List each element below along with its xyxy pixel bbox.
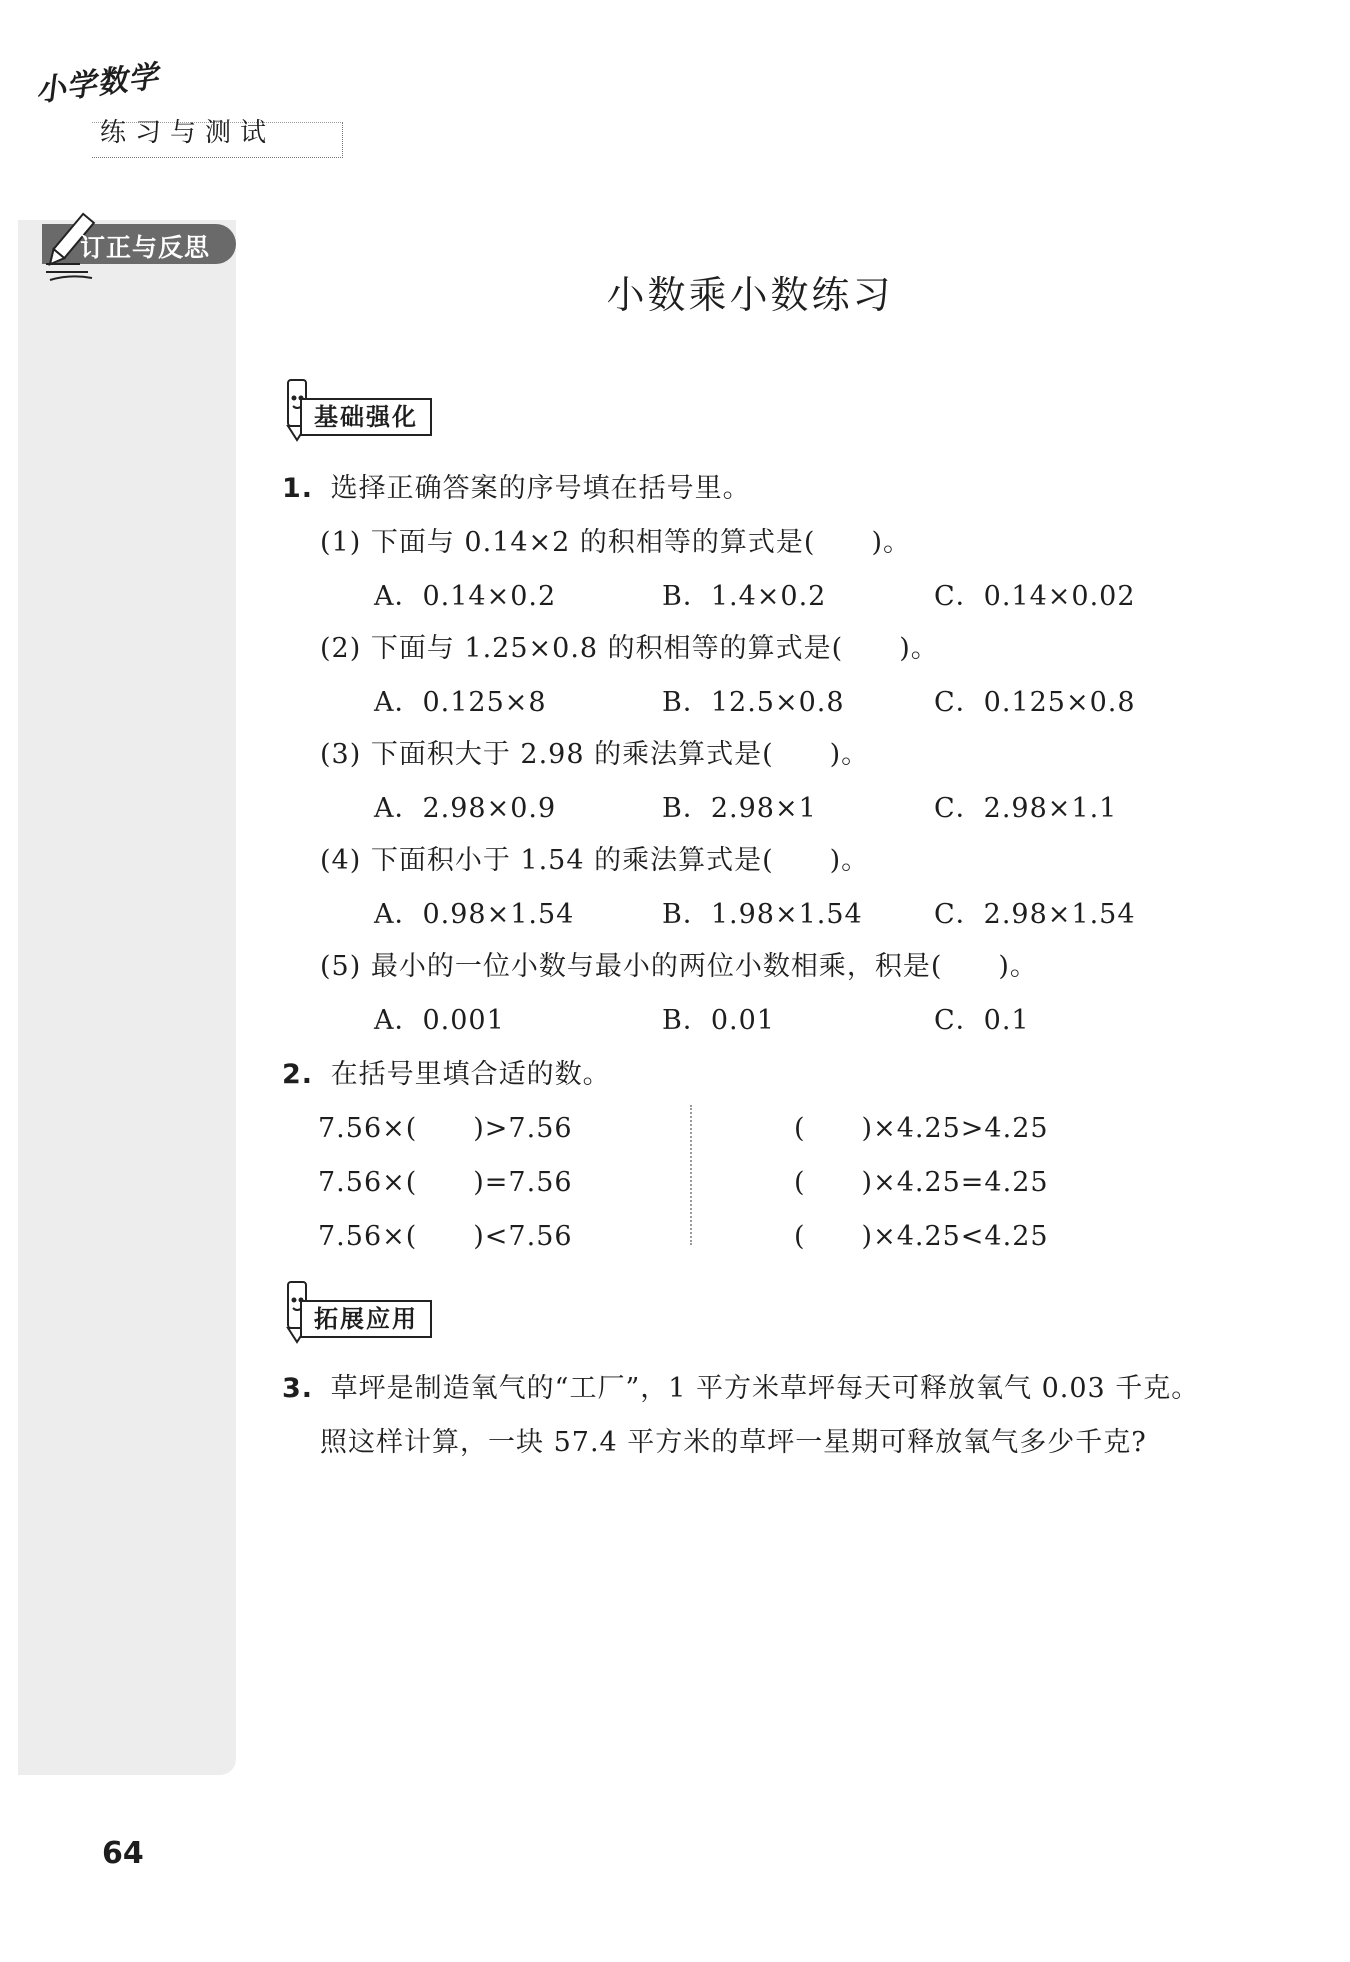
q2-left-3: 7.56×( )<7.56 xyxy=(318,1221,573,1252)
brand-title: 小学数学 xyxy=(33,59,161,110)
question-text: 在括号里填合适的数。 xyxy=(330,1059,611,1090)
q1-item-5-stem: (5) 最小的一位小数与最小的两位小数相乘，积是( )。 xyxy=(320,951,1038,982)
question-text: 选择正确答案的序号填在括号里。 xyxy=(330,473,751,504)
q1-item-2-option-c: C．0.125×0.8 xyxy=(934,687,1136,718)
q1-item-2-stem: (2) 下面与 1.25×0.8 的积相等的算式是( )。 xyxy=(320,633,939,664)
q1-item-4-option-c: C．2.98×1.54 xyxy=(934,899,1136,930)
q2-left-1: 7.56×( )>7.56 xyxy=(318,1113,573,1144)
correction-sidebar xyxy=(18,220,236,1775)
q1-item-5-option-a: A．0.001 xyxy=(374,1005,505,1036)
question-3 xyxy=(282,1366,1199,1405)
question-number: 2. xyxy=(282,1059,314,1090)
question-number: 3. xyxy=(282,1373,314,1404)
q1-item-5-option-b: B．0.01 xyxy=(662,1005,775,1036)
q1-item-2-option-b: B．12.5×0.8 xyxy=(662,687,845,718)
q1-item-2-option-a: A．0.125×8 xyxy=(374,687,547,718)
question-2 xyxy=(282,1052,611,1091)
q2-right-2: ( )×4.25=4.25 xyxy=(794,1167,1049,1198)
q1-item-3-option-a: A．2.98×0.9 xyxy=(374,793,557,824)
q2-left-2: 7.56×( )=7.56 xyxy=(318,1167,573,1198)
question-text-line-2: 照这样计算，一块 57.4 平方米的草坪一星期可释放氧气多少千克? xyxy=(320,1427,1147,1458)
question-1 xyxy=(282,466,751,505)
q1-item-1-stem: (1) 下面与 0.14×2 的积相等的算式是( )。 xyxy=(320,527,911,558)
q1-item-3-option-b: B．2.98×1 xyxy=(662,793,817,824)
q1-item-3-stem: (3) 下面积大于 2.98 的乘法算式是( )。 xyxy=(320,739,870,770)
page-number: 64 xyxy=(102,1836,144,1871)
q1-item-4-stem: (4) 下面积小于 1.54 的乘法算式是( )。 xyxy=(320,845,870,876)
q1-item-1-option-c: C．0.14×0.02 xyxy=(934,581,1136,612)
sidebar-label: 订正与反思 xyxy=(80,233,211,262)
q1-item-4-option-b: B．1.98×1.54 xyxy=(662,899,863,930)
q1-item-3-option-c: C．2.98×1.1 xyxy=(934,793,1118,824)
q1-item-4-option-a: A．0.98×1.54 xyxy=(374,899,575,930)
brand-subtitle: 练习与测试 xyxy=(100,118,276,148)
q2-right-1: ( )×4.25>4.25 xyxy=(794,1113,1049,1144)
question-number: 1. xyxy=(282,473,314,504)
question-text-line-1: 草坪是制造氧气的“工厂”，1 平方米草坪每天可释放氧气 0.03 千克。 xyxy=(330,1373,1200,1404)
q1-item-1-option-a: A．0.14×0.2 xyxy=(374,581,557,612)
q1-item-1-option-b: B．1.4×0.2 xyxy=(662,581,827,612)
q2-right-3: ( )×4.25<4.25 xyxy=(794,1221,1049,1252)
q1-item-5-option-c: C．0.1 xyxy=(934,1005,1030,1036)
column-divider xyxy=(690,1105,692,1245)
section-basic-label: 基础强化 xyxy=(300,398,432,436)
section-extend-label: 拓展应用 xyxy=(300,1300,432,1338)
page-title: 小数乘小数练习 xyxy=(606,273,894,317)
